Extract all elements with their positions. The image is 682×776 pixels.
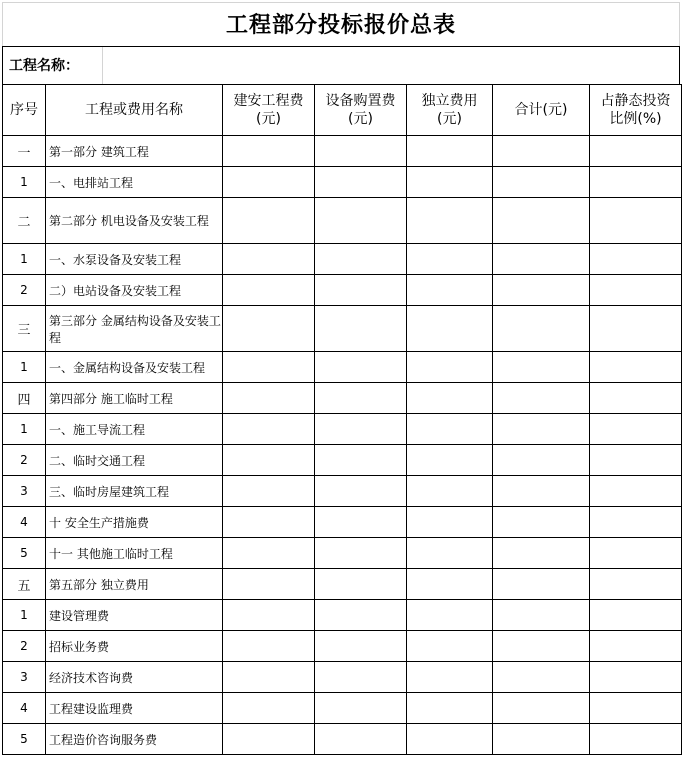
independent-fee-cell[interactable] (407, 569, 493, 600)
col-header-construction-fee[interactable]: 建安工程费 (元) (223, 85, 315, 136)
total-cell[interactable] (493, 167, 590, 198)
construction-fee-cell[interactable] (223, 569, 315, 600)
item-name-cell[interactable]: 经济技术咨询费 (46, 662, 223, 693)
item-name-cell[interactable]: 二、临时交通工程 (46, 445, 223, 476)
col-header-equipment-fee[interactable]: 设备购置费 (元) (315, 85, 407, 136)
item-name-cell[interactable]: 三、临时房屋建筑工程 (46, 476, 223, 507)
table-row (3, 275, 682, 306)
table-row (3, 662, 682, 693)
ratio-cell[interactable] (590, 693, 682, 724)
construction-fee-cell[interactable] (223, 167, 315, 198)
total-cell[interactable] (493, 538, 590, 569)
independent-fee-cell[interactable] (407, 198, 493, 244)
project-name-row (2, 46, 680, 84)
seq-cell[interactable]: 3 (3, 476, 46, 507)
independent-fee-cell[interactable] (407, 414, 493, 445)
table-row (3, 414, 682, 445)
page-title: 工程部分投标报价总表 (2, 2, 680, 46)
independent-fee-cell[interactable] (407, 662, 493, 693)
independent-fee-cell[interactable] (407, 693, 493, 724)
ratio-cell[interactable] (590, 414, 682, 445)
independent-fee-cell[interactable] (407, 352, 493, 383)
item-name-cell[interactable]: 第四部分 施工临时工程 (46, 383, 223, 414)
ratio-cell[interactable] (590, 167, 682, 198)
table-row (3, 383, 682, 414)
seq-cell[interactable]: 三 (3, 306, 46, 352)
total-cell[interactable] (493, 244, 590, 275)
equipment-fee-cell[interactable] (315, 198, 407, 244)
total-cell[interactable] (493, 600, 590, 631)
col-header-name[interactable]: 工程或费用名称 (46, 85, 223, 136)
construction-fee-cell[interactable] (223, 352, 315, 383)
item-name-cell[interactable]: 一、施工导流工程 (46, 414, 223, 445)
equipment-fee-cell[interactable] (315, 600, 407, 631)
seq-cell[interactable]: 2 (3, 631, 46, 662)
item-name-cell[interactable]: 一、水泵设备及安装工程 (46, 244, 223, 275)
construction-fee-cell[interactable] (223, 507, 315, 538)
item-name-cell[interactable]: 第二部分 机电设备及安装工程 (46, 198, 223, 244)
seq-cell[interactable]: 二 (3, 198, 46, 244)
construction-fee-cell[interactable] (223, 198, 315, 244)
col-header-ratio[interactable]: 占静态投资 比例(%) (590, 85, 682, 136)
independent-fee-cell[interactable] (407, 244, 493, 275)
table-row (3, 569, 682, 600)
total-cell[interactable] (493, 136, 590, 167)
independent-fee-cell[interactable] (407, 507, 493, 538)
col-header-seq[interactable]: 序号 (3, 85, 46, 136)
ratio-cell[interactable] (590, 352, 682, 383)
table-row (3, 693, 682, 724)
total-cell[interactable] (493, 693, 590, 724)
equipment-fee-cell[interactable] (315, 414, 407, 445)
construction-fee-cell[interactable] (223, 244, 315, 275)
ratio-cell[interactable] (590, 724, 682, 755)
equipment-fee-cell[interactable] (315, 507, 407, 538)
construction-fee-cell[interactable] (223, 600, 315, 631)
ratio-cell[interactable] (590, 244, 682, 275)
equipment-fee-cell[interactable] (315, 136, 407, 167)
total-cell[interactable] (493, 569, 590, 600)
independent-fee-cell[interactable] (407, 275, 493, 306)
header-row (3, 85, 682, 136)
construction-fee-cell[interactable] (223, 724, 315, 755)
ratio-cell[interactable] (590, 136, 682, 167)
item-name-cell[interactable]: 招标业务费 (46, 631, 223, 662)
ratio-cell[interactable] (590, 662, 682, 693)
construction-fee-cell[interactable] (223, 445, 315, 476)
independent-fee-cell[interactable] (407, 538, 493, 569)
table-row (3, 631, 682, 662)
ratio-cell[interactable] (590, 569, 682, 600)
independent-fee-cell[interactable] (407, 476, 493, 507)
table-row (3, 352, 682, 383)
total-cell[interactable] (493, 662, 590, 693)
ratio-cell[interactable] (590, 600, 682, 631)
table-row (3, 198, 682, 244)
seq-cell[interactable]: 5 (3, 538, 46, 569)
item-name-cell[interactable]: 第五部分 独立费用 (46, 569, 223, 600)
ratio-cell[interactable] (590, 198, 682, 244)
independent-fee-cell[interactable] (407, 136, 493, 167)
equipment-fee-cell[interactable] (315, 383, 407, 414)
item-name-cell[interactable]: 一、金属结构设备及安装工程 (46, 352, 223, 383)
independent-fee-cell[interactable] (407, 167, 493, 198)
equipment-fee-cell[interactable] (315, 352, 407, 383)
ratio-cell[interactable] (590, 538, 682, 569)
table-row (3, 167, 682, 198)
table-row (3, 476, 682, 507)
seq-cell[interactable]: 4 (3, 693, 46, 724)
construction-fee-cell[interactable] (223, 275, 315, 306)
seq-cell[interactable]: 1 (3, 352, 46, 383)
construction-fee-cell[interactable] (223, 693, 315, 724)
independent-fee-cell[interactable] (407, 724, 493, 755)
table-row (3, 445, 682, 476)
ratio-cell[interactable] (590, 476, 682, 507)
item-name-cell[interactable]: 工程造价咨询服务费 (46, 724, 223, 755)
construction-fee-cell[interactable] (223, 631, 315, 662)
seq-cell[interactable]: 一 (3, 136, 46, 167)
quote-table (2, 84, 682, 755)
equipment-fee-cell[interactable] (315, 167, 407, 198)
ratio-cell[interactable] (590, 306, 682, 352)
item-name-cell[interactable]: 工程建设监理费 (46, 693, 223, 724)
construction-fee-cell[interactable] (223, 136, 315, 167)
seq-cell[interactable]: 1 (3, 244, 46, 275)
total-cell[interactable] (493, 445, 590, 476)
equipment-fee-cell[interactable] (315, 306, 407, 352)
seq-cell[interactable]: 2 (3, 275, 46, 306)
item-name-cell[interactable]: 十一 其他施工临时工程 (46, 538, 223, 569)
seq-cell[interactable]: 5 (3, 724, 46, 755)
table-row (3, 724, 682, 755)
table-row (3, 244, 682, 275)
independent-fee-cell[interactable] (407, 600, 493, 631)
seq-cell[interactable]: 3 (3, 662, 46, 693)
equipment-fee-cell[interactable] (315, 244, 407, 275)
total-cell[interactable] (493, 724, 590, 755)
table-row (3, 136, 682, 167)
seq-cell[interactable]: 五 (3, 569, 46, 600)
construction-fee-cell[interactable] (223, 538, 315, 569)
construction-fee-cell[interactable] (223, 662, 315, 693)
equipment-fee-cell[interactable] (315, 275, 407, 306)
total-cell[interactable] (493, 306, 590, 352)
construction-fee-cell[interactable] (223, 476, 315, 507)
total-cell[interactable] (493, 352, 590, 383)
construction-fee-cell[interactable] (223, 383, 315, 414)
independent-fee-cell[interactable] (407, 445, 493, 476)
item-name-cell[interactable]: 建设管理费 (46, 600, 223, 631)
cell-divider (102, 47, 103, 84)
table-row (3, 538, 682, 569)
seq-cell[interactable]: 四 (3, 383, 46, 414)
equipment-fee-cell[interactable] (315, 476, 407, 507)
equipment-fee-cell[interactable] (315, 662, 407, 693)
item-name-cell[interactable]: 第一部分 建筑工程 (46, 136, 223, 167)
equipment-fee-cell[interactable] (315, 693, 407, 724)
seq-cell[interactable]: 1 (3, 167, 46, 198)
table-body (3, 136, 682, 755)
equipment-fee-cell[interactable] (315, 445, 407, 476)
item-name-cell[interactable]: 十 安全生产措施费 (46, 507, 223, 538)
item-name-cell[interactable]: 第三部分 金属结构设备及安装工程 (46, 306, 223, 352)
seq-cell[interactable]: 2 (3, 445, 46, 476)
total-cell[interactable] (493, 383, 590, 414)
total-cell[interactable] (493, 414, 590, 445)
equipment-fee-cell[interactable] (315, 569, 407, 600)
item-name-cell[interactable]: 一、电排站工程 (46, 167, 223, 198)
seq-cell[interactable]: 4 (3, 507, 46, 538)
construction-fee-cell[interactable] (223, 306, 315, 352)
col-header-independent-fee[interactable]: 独立费用 (元) (407, 85, 493, 136)
seq-cell[interactable]: 1 (3, 600, 46, 631)
item-name-cell[interactable]: 二）电站设备及安装工程 (46, 275, 223, 306)
ratio-cell[interactable] (590, 275, 682, 306)
ratio-cell[interactable] (590, 383, 682, 414)
equipment-fee-cell[interactable] (315, 631, 407, 662)
total-cell[interactable] (493, 507, 590, 538)
total-cell[interactable] (493, 476, 590, 507)
ratio-cell[interactable] (590, 631, 682, 662)
table-row (3, 507, 682, 538)
col-header-total[interactable]: 合计(元) (493, 85, 590, 136)
project-name-label: 工程名称： (9, 58, 79, 74)
construction-fee-cell[interactable] (223, 414, 315, 445)
total-cell[interactable] (493, 275, 590, 306)
independent-fee-cell[interactable] (407, 383, 493, 414)
independent-fee-cell[interactable] (407, 631, 493, 662)
total-cell[interactable] (493, 631, 590, 662)
ratio-cell[interactable] (590, 507, 682, 538)
seq-cell[interactable]: 1 (3, 414, 46, 445)
equipment-fee-cell[interactable] (315, 538, 407, 569)
total-cell[interactable] (493, 198, 590, 244)
ratio-cell[interactable] (590, 445, 682, 476)
independent-fee-cell[interactable] (407, 306, 493, 352)
table-row (3, 306, 682, 352)
table-row (3, 600, 682, 631)
equipment-fee-cell[interactable] (315, 724, 407, 755)
